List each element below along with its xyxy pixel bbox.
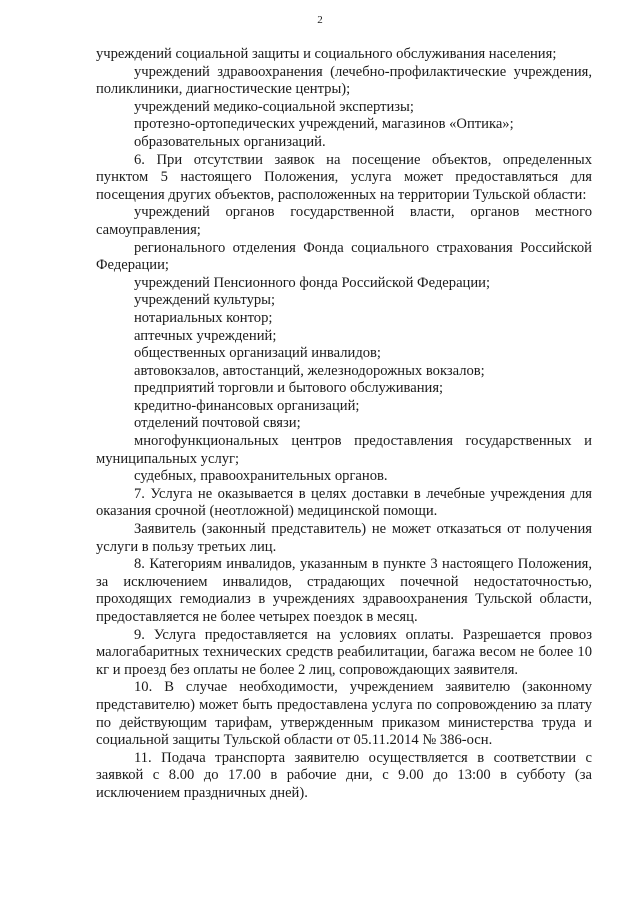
page-number: 2 bbox=[317, 14, 323, 26]
paragraph: многофункциональных центров предоставления государственных и муниципальных услуг; bbox=[96, 433, 592, 467]
document-body bbox=[96, 46, 592, 803]
paragraph: 7. Услуга не оказывается в целях доставки в лечебные учреждения для оказания срочной (неотложной) медицинской помощи. bbox=[96, 485, 592, 520]
paragraph: учреждений медико-социальной экспертизы; bbox=[134, 98, 414, 115]
paragraph: нотариальных контор; bbox=[134, 309, 273, 326]
paragraph: учреждений Пенсионного фонда Российской Федерации; bbox=[134, 274, 491, 291]
paragraph: отделений почтовой связи; bbox=[134, 415, 301, 432]
paragraph: учреждений культуры; bbox=[134, 292, 276, 309]
paragraph: Заявитель (законный представитель) не может отказаться от получения услуги в пользу третьих лиц. bbox=[96, 521, 592, 555]
paragraph: 9. Услуга предоставляется на условиях оплаты. Разрешается провоз малогабаритных технических средств реабилитации, багажа весом не более 10 кг и проезд без оплаты не более 2 лиц, сопровождающих заявителя. bbox=[96, 626, 592, 678]
paragraph: автовокзалов, автостанций, железнодорожных вокзалов; bbox=[134, 362, 485, 379]
paragraph: аптечных учреждений; bbox=[134, 327, 277, 344]
paragraph: судебных, правоохранительных органов. bbox=[134, 468, 388, 485]
paragraph: учреждений здравоохранения (лечебно-профилактические учреждения, поликлиники, диагностические центры); bbox=[96, 63, 592, 98]
paragraph: протезно-ортопедических учреждений, магазинов «Оптика»; bbox=[134, 116, 514, 133]
paragraph: кредитно-финансовых организаций; bbox=[134, 397, 360, 414]
paragraph: общественных организаций инвалидов; bbox=[134, 345, 381, 362]
first-paragraph: учреждений социальной защиты и социального обслуживания населения; bbox=[96, 46, 557, 62]
paragraph: 6. При отсутствии заявок на посещение объектов, определенных пунктом 5 настоящего Положения, услуга может предоставляться для посещения других объектов, расположенных на территории Тульской области: bbox=[96, 151, 592, 203]
paragraph: регионального отделения Фонда социального страхования Российской Федерации; bbox=[96, 239, 592, 274]
paragraph: 11. Подача транспорта заявителю осуществляется в соответствии с заявкой с 8.00 до 17.00 в рабочие дни, с 9.00 до 13:00 в субботу (за исключением праздничных дней). bbox=[96, 749, 592, 801]
paragraph: 8. Категориям инвалидов, указанным в пункте 3 настоящего Положения, за исключением инвалидов, страдающих почечной недостаточностью, проходящих гемодиализ в учреждениях здравоохранения Тульской области, предоставляется не более четырех поездок в месяц. bbox=[96, 556, 592, 625]
paragraph: предприятий торговли и бытового обслуживания; bbox=[134, 380, 444, 397]
paragraph: учреждений органов государственной власти, органов местного самоуправления; bbox=[96, 204, 592, 238]
paragraph: образовательных организаций. bbox=[134, 133, 326, 150]
paragraph: 10. В случае необходимости, учреждением заявителю (законному представителю) может быть предоставлена услуга по сопровождению за плату по действующим тарифам, утвержденным приказом министерства труда и социальной защиты Тульской области от 05.11.2014 № 386-осн. bbox=[96, 679, 592, 749]
